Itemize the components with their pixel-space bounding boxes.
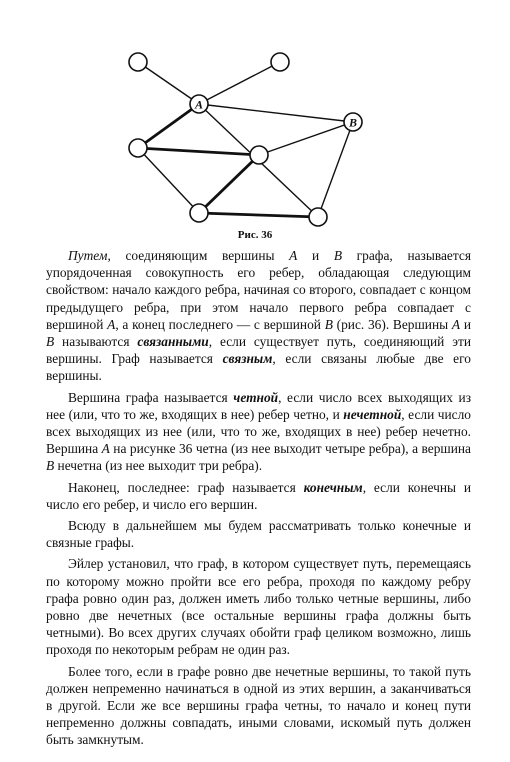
text-segment: называются bbox=[54, 334, 138, 350]
emphasized-term: B bbox=[46, 458, 55, 474]
text-segment: нечетна (из нее выходит три ребра). bbox=[54, 458, 263, 474]
text-segment: , а конец последнего — с вершиной bbox=[115, 316, 325, 332]
text-segment: Вершина графа называется bbox=[68, 389, 234, 405]
graph-path-edge bbox=[138, 148, 199, 213]
vertex-a-label: A bbox=[194, 97, 204, 112]
graph-vertex bbox=[129, 53, 147, 71]
emphasized-term: четной bbox=[233, 389, 279, 405]
text-segment: , если связаны любые две его вершины. bbox=[46, 351, 471, 384]
paragraph bbox=[46, 517, 471, 551]
graph-edge bbox=[318, 122, 353, 217]
paragraph bbox=[46, 479, 471, 513]
emphasized-term: A bbox=[107, 316, 116, 332]
text-segment: Всюду в дальнейшем мы будем рассматривать только конечные и связные графы. bbox=[46, 518, 471, 551]
graph-path-edge bbox=[199, 213, 318, 217]
graph-vertex bbox=[309, 208, 327, 226]
graph-edge bbox=[199, 104, 353, 122]
text-segment: Более того, если в графе ровно две нечетные вершины, то такой путь должен непременно начинаться в одной из этих вершин, а заканчиваться в другой. Если же все вершины графа четны, то начало и конец пути непременно должны совпадать, иными словами, искомый путь должен быть замкнутым. bbox=[46, 663, 471, 748]
text-segment: на рисунке 36 четна (из нее выходит четыре ребра), а вершина bbox=[109, 441, 471, 457]
paragraph bbox=[46, 389, 471, 475]
text-segment: и bbox=[460, 316, 471, 332]
graph-edge bbox=[138, 62, 199, 104]
figure-caption: Рис. 36 bbox=[237, 229, 273, 241]
text-segment: (рис. 36). Вершины bbox=[332, 316, 452, 332]
graph-vertex bbox=[250, 146, 268, 164]
text-segment: и bbox=[297, 248, 334, 263]
body-text bbox=[46, 247, 471, 749]
emphasized-term: B bbox=[324, 316, 333, 332]
graph-edge bbox=[259, 122, 353, 155]
paragraph bbox=[46, 247, 471, 385]
paragraph bbox=[46, 555, 471, 658]
graph-path-edge bbox=[199, 155, 259, 213]
emphasized-term: B bbox=[333, 248, 343, 263]
emphasized-term: A bbox=[451, 316, 461, 332]
graph-vertex bbox=[129, 139, 147, 157]
graph-vertex bbox=[271, 53, 289, 71]
emphasized-term: нечетной bbox=[343, 406, 402, 422]
text-segment: , если конечны и число его ребер, и число его вершин. bbox=[46, 479, 471, 512]
emphasized-term: конечным bbox=[303, 479, 363, 495]
graph-path-edge bbox=[138, 148, 259, 155]
emphasized-term: A bbox=[289, 248, 298, 263]
text-segment: Наконец, последнее: граф называется bbox=[68, 479, 304, 495]
text-segment: , если число всех выходящих из нее (или, что то же, входящих в нее) ребер нечетно. Вершина bbox=[46, 406, 471, 457]
emphasized-term: B bbox=[46, 334, 55, 350]
graph-edge bbox=[199, 62, 280, 104]
paragraph bbox=[46, 663, 471, 749]
text-segment: , соединяющим вершины bbox=[107, 248, 290, 263]
emphasized-term: связным bbox=[222, 351, 273, 367]
text-segment: Эйлер установил, что граф, в котором существует путь, перемещаясь по которому можно пройти все его ребра, проходя по каждому ребру графа ровно один раз, должен иметь либо только четные вершины, либо ровно две нечетных (все остальные вершины графа должны быть четными). Во всех других случаях обойти граф целиком возможно, лишь проходя по некоторым ребрам не один раз. bbox=[46, 556, 471, 658]
emphasized-term: A bbox=[101, 441, 110, 457]
text-segment: , если число всех выходящих из нее (или, что то же, входящих в нее) ребер четно, и bbox=[46, 389, 472, 422]
emphasized-term: связанными bbox=[137, 334, 209, 350]
emphasized-term: Путем bbox=[68, 248, 108, 263]
text-segment: , если существует путь, соединяющий эти вершины. Граф называется bbox=[46, 334, 471, 367]
graph-vertex bbox=[190, 204, 208, 222]
vertex-b-label: B bbox=[348, 115, 358, 130]
graph-path-edge bbox=[138, 104, 199, 148]
text-segment: графа, называется упорядоченная совокупность его ребер, обладающая следующим свойством: начало каждого ребра, начиная со второго, совпадает с концом предыдущего ребра, при этом начало первого ребра совпадает с вершиной bbox=[46, 248, 471, 332]
graph-figure bbox=[0, 0, 510, 240]
